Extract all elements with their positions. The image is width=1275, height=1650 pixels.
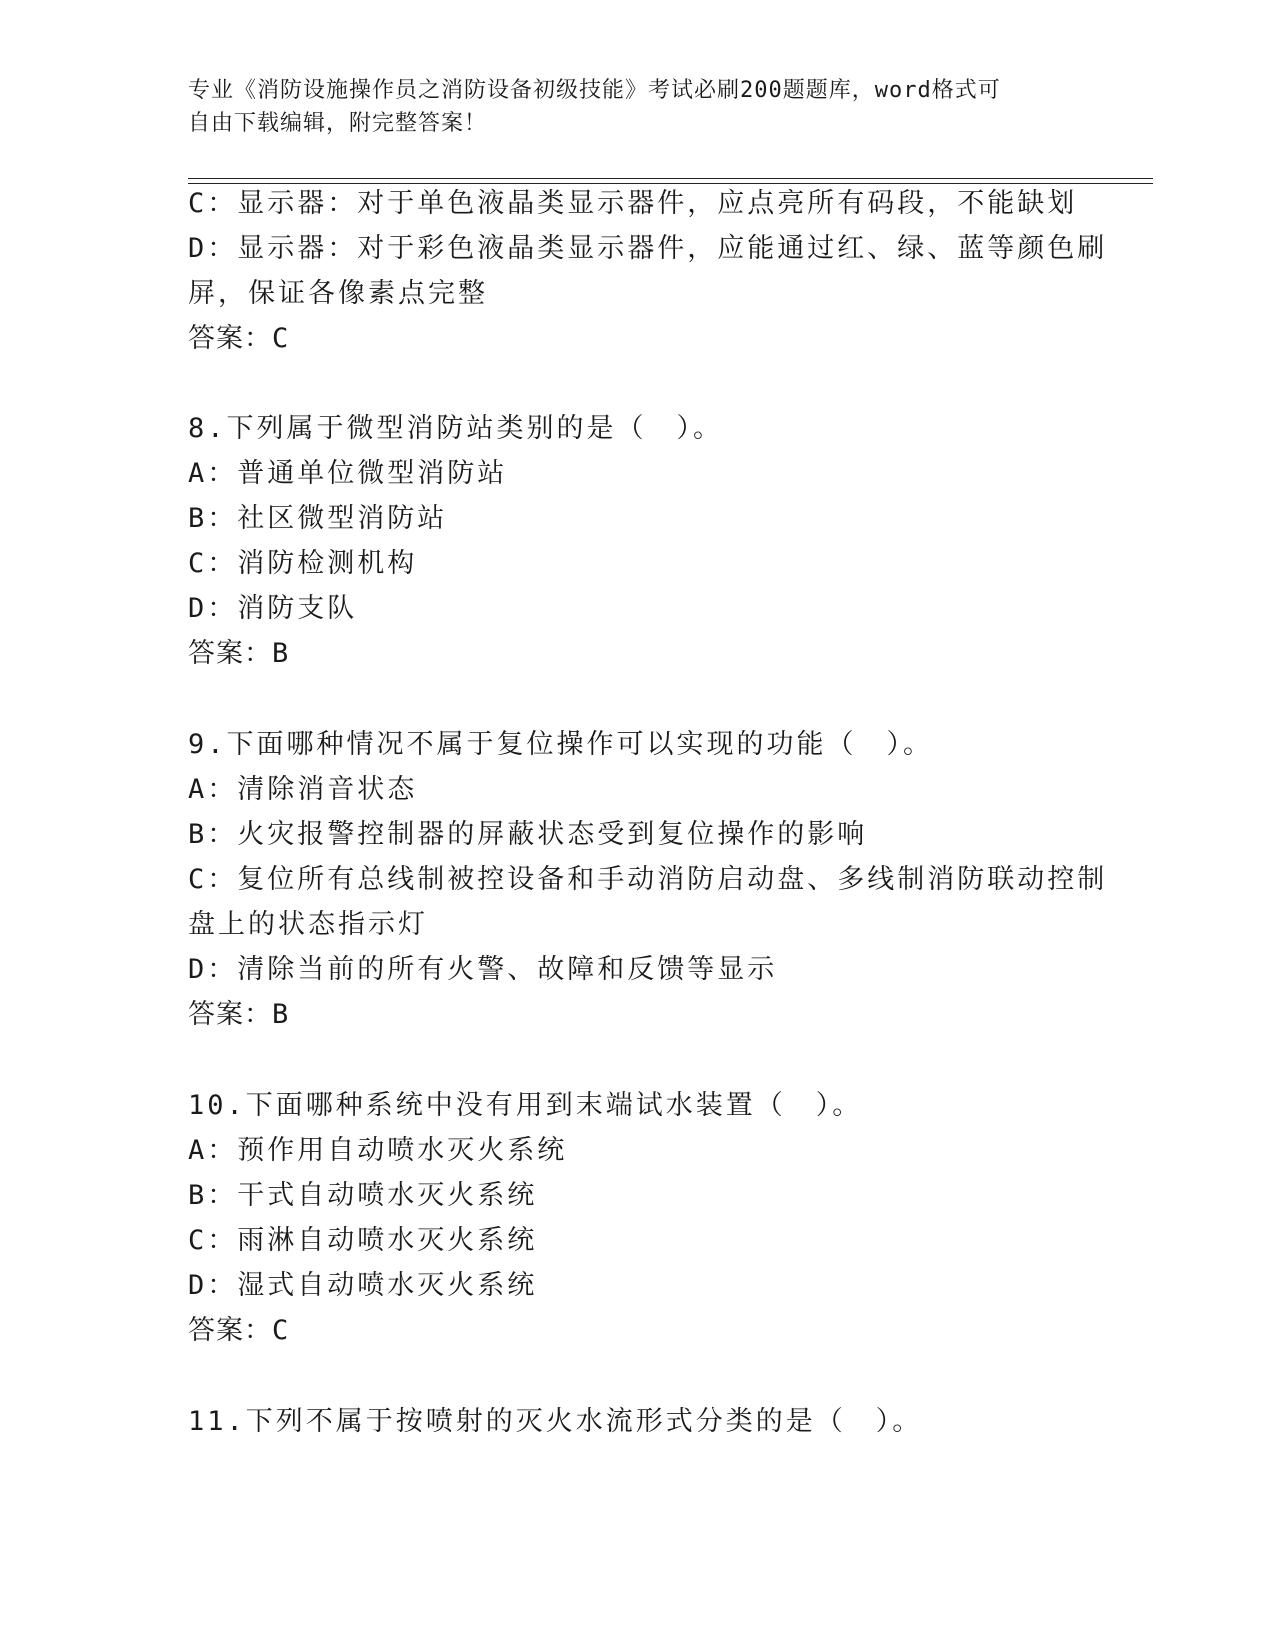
prev-option-d-line-2: 屏，保证各像素点完整 <box>188 278 488 309</box>
prev-option-c: C：显示器：对于单色液晶类显示器件，应点亮所有码段，不能缺划 <box>188 188 1078 219</box>
q8-stem: 8.下列属于微型消防站类别的是（ ）。 <box>188 413 724 444</box>
q9-option-a: A：清除消音状态 <box>188 774 418 805</box>
q9-answer: 答案：B <box>188 999 290 1030</box>
q8-answer: 答案：B <box>188 638 290 669</box>
q10-answer: 答案：C <box>188 1315 290 1346</box>
q8-option-c: C：消防检测机构 <box>188 548 418 579</box>
q10-option-a: A：预作用自动喷水灭火系统 <box>188 1135 568 1166</box>
q11-stem: 11.下列不属于按喷射的灭火水流形式分类的是（ ）。 <box>188 1406 923 1437</box>
prev-option-d-line-1: D：显示器：对于彩色液晶类显示器件，应能通过红、绿、蓝等颜色刷 <box>188 233 1108 264</box>
q9-option-d: D：清除当前的所有火警、故障和反馈等显示 <box>188 954 778 985</box>
q9-option-c-line-2: 盘上的状态指示灯 <box>188 909 428 940</box>
q8-option-b: B：社区微型消防站 <box>188 503 448 534</box>
q10-option-c: C：雨淋自动喷水灭火系统 <box>188 1225 538 1256</box>
prev-answer: 答案：C <box>188 323 290 354</box>
document-header <box>188 74 1088 140</box>
q10-option-d: D：湿式自动喷水灭火系统 <box>188 1270 538 1301</box>
q10-stem: 10.下面哪种系统中没有用到末端试水装置（ ）。 <box>188 1090 863 1121</box>
header-divider-bottom <box>188 183 1153 184</box>
q10-option-b: B：干式自动喷水灭火系统 <box>188 1180 538 1211</box>
q9-option-b: B：火灾报警控制器的屏蔽状态受到复位操作的影响 <box>188 819 868 850</box>
q8-option-d: D：消防支队 <box>188 593 358 624</box>
header-divider-top <box>188 178 1153 179</box>
header-title-line-1: 专业《消防设施操作员之消防设备初级技能》考试必刷200题题库，word格式可 <box>188 78 1001 103</box>
header-title-line-2: 自由下载编辑，附完整答案！ <box>188 111 488 136</box>
q9-stem: 9.下面哪种情况不属于复位操作可以实现的功能（ ）。 <box>188 729 934 760</box>
q9-option-c-line-1: C：复位所有总线制被控设备和手动消防启动盘、多线制消防联动控制 <box>188 864 1108 895</box>
q8-option-a: A：普通单位微型消防站 <box>188 458 508 489</box>
